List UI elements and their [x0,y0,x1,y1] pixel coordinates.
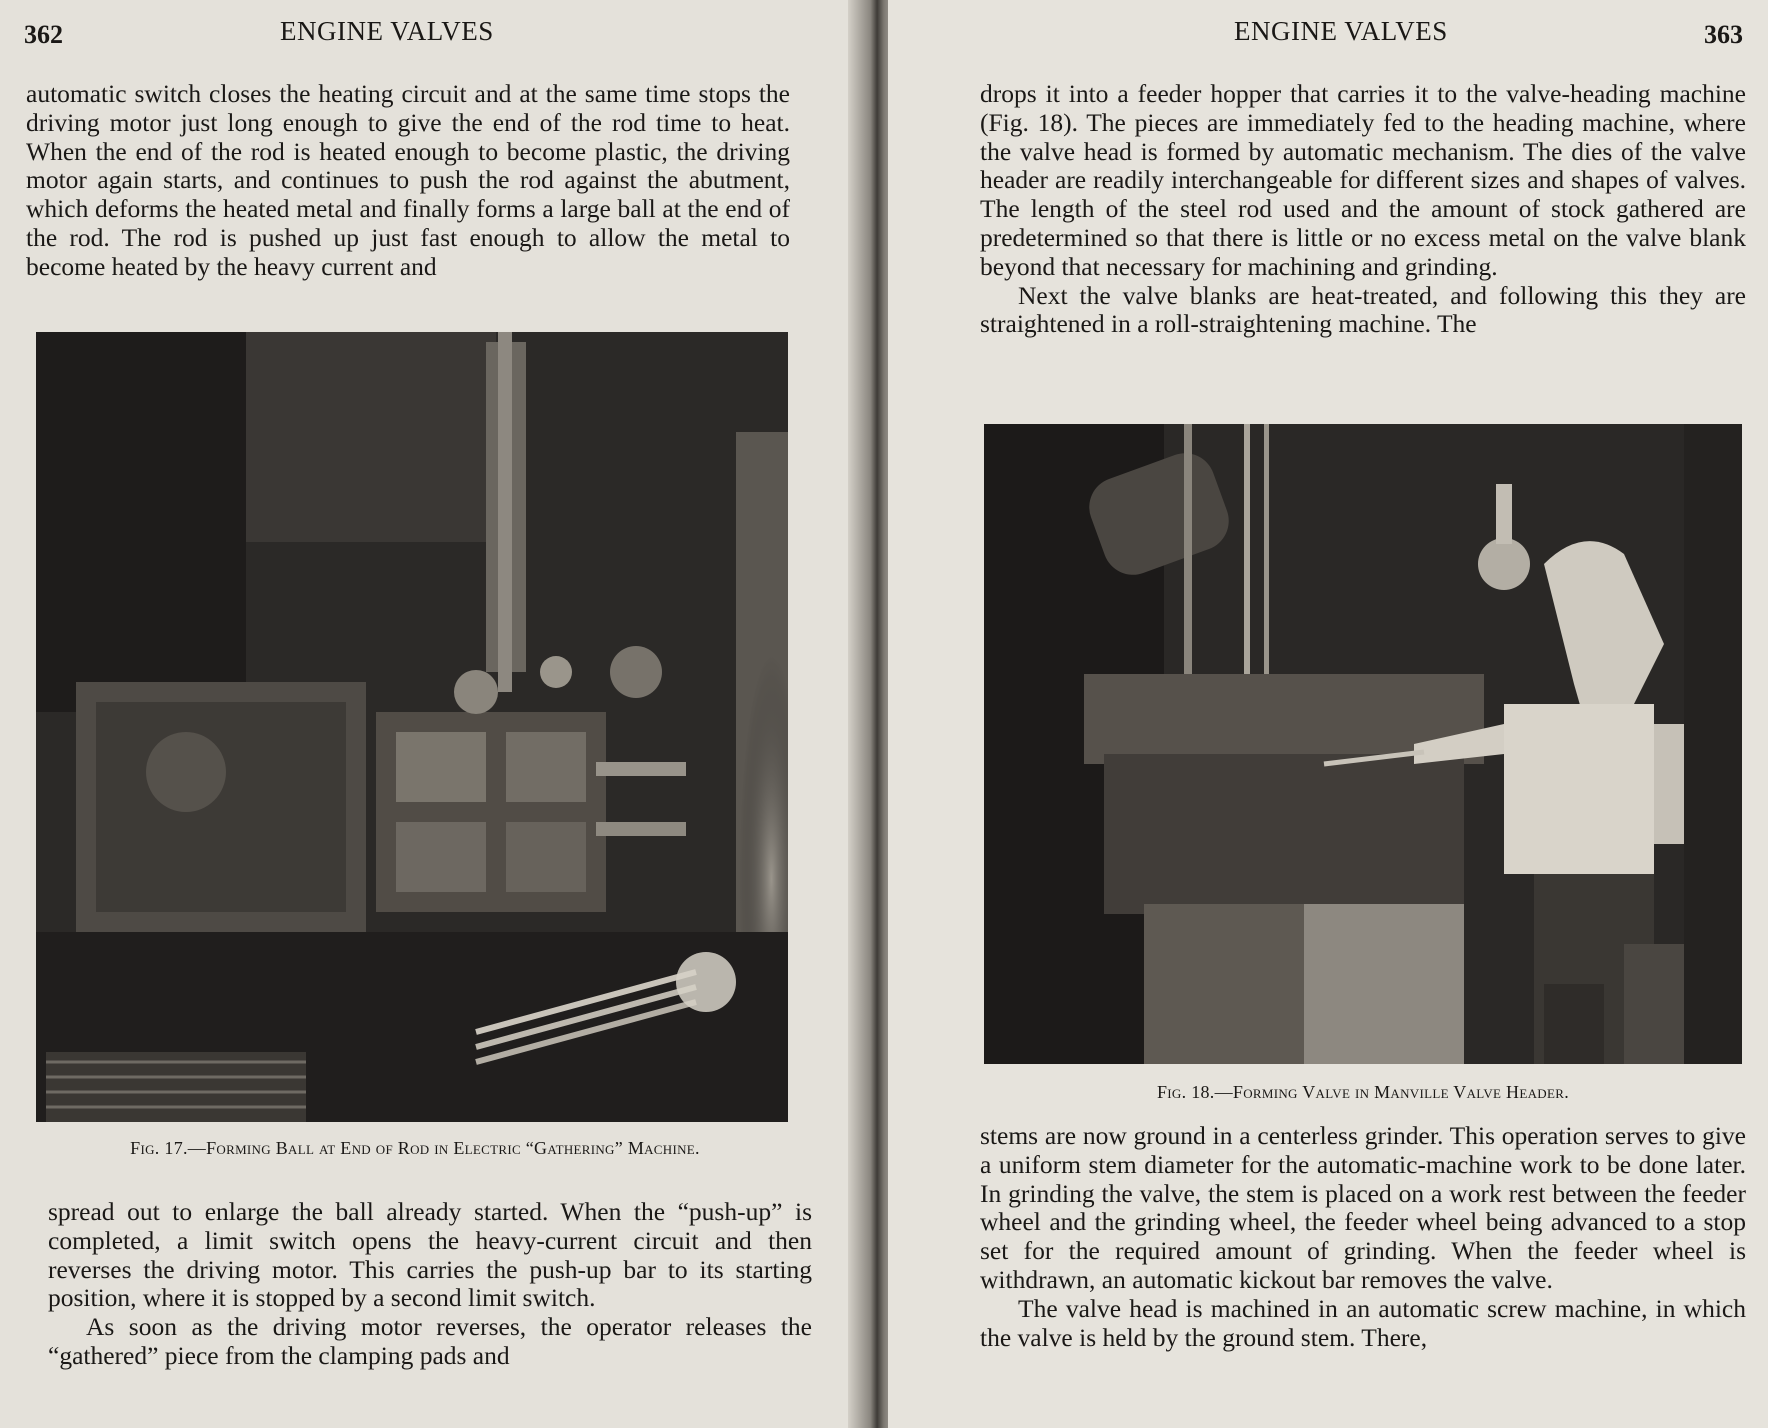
left-running-head: ENGINE VALVES [280,16,494,46]
right-paragraph-top-1: drops it into a feeder hopper that carries it to the valve-heading machine (Fig. 18). The pieces are immediately fed to the heading machine, where the valve head is formed by automatic mechanism. The dies of the valve header are readily interchangeable for different sizes and shapes of valves. The length of the steel rod used and the amount of stock gathered are predetermined so that there is little or no excess metal on the valve blank beyond that necessary for machining and grinding. [980,79,1746,281]
right-running-head: ENGINE VALVES [1234,16,1448,46]
right-paragraph-top-2: Next the valve blanks are heat-treated, and following this they are straightened in a roll-straightening machine. The [980,280,1746,339]
left-page [0,0,880,1428]
right-paragraph-bottom-1: stems are now ground in a centerless grinder. This operation serves to give a uniform stem diameter for the automatic-machine work to be done later. In grinding the valve, the stem is placed on a work rest between the feeder wheel and the grinding wheel, the feeder wheel being advanced to a stop set for the required amount of grinding. When the feeder wheel is withdrawn, an automatic kickout bar removes the valve. [980,1121,1746,1294]
gathering-machine-photo [36,332,788,1122]
right-body-bottom [980,1122,1746,1352]
left-paragraph-bottom-2: As soon as the driving motor reverses, the operator releases the “gathered” piece from the clamping pads and [48,1312,812,1370]
figure-17-photo [36,332,788,1122]
left-page-number: 362 [24,20,63,49]
valve-header-photo [984,424,1742,1064]
right-paragraph-bottom-2: The valve head is machined in an automatic screw machine, in which the valve is held by the ground stem. There, [980,1293,1746,1352]
right-page [888,0,1768,1428]
figure-17-caption: Fig. 17.—Forming Ball at End of Rod in Electric “Gathering” Machine. [130,1138,700,1158]
left-paragraph-top: automatic switch closes the heating circuit and at the same time stops the driving motor just long enough to give the end of the rod time to heat. When the end of the rod is heated enough to become plastic, the driving motor again starts, and continues to push the rod against the abutment, which deforms the heated metal and finally forms a large ball at the end of the rod. The rod is pushed up just fast enough to allow the metal to become heated by the heavy current and [26,79,790,281]
right-body-top [980,80,1746,339]
figure-18-photo [984,424,1742,1064]
figure-18-caption: Fig. 18.—Forming Valve in Manville Valve Header. [1156,1082,1569,1102]
right-page-number: 363 [1704,20,1743,49]
left-body-bottom [48,1198,812,1371]
left-body-top [26,80,790,282]
left-paragraph-bottom-1: spread out to enlarge the ball already started. When the “push-up” is completed, a limit switch opens the heavy-current circuit and then reverses the driving motor. This carries the push-up bar to its starting position, where it is stopped by a second limit switch. [48,1197,812,1313]
